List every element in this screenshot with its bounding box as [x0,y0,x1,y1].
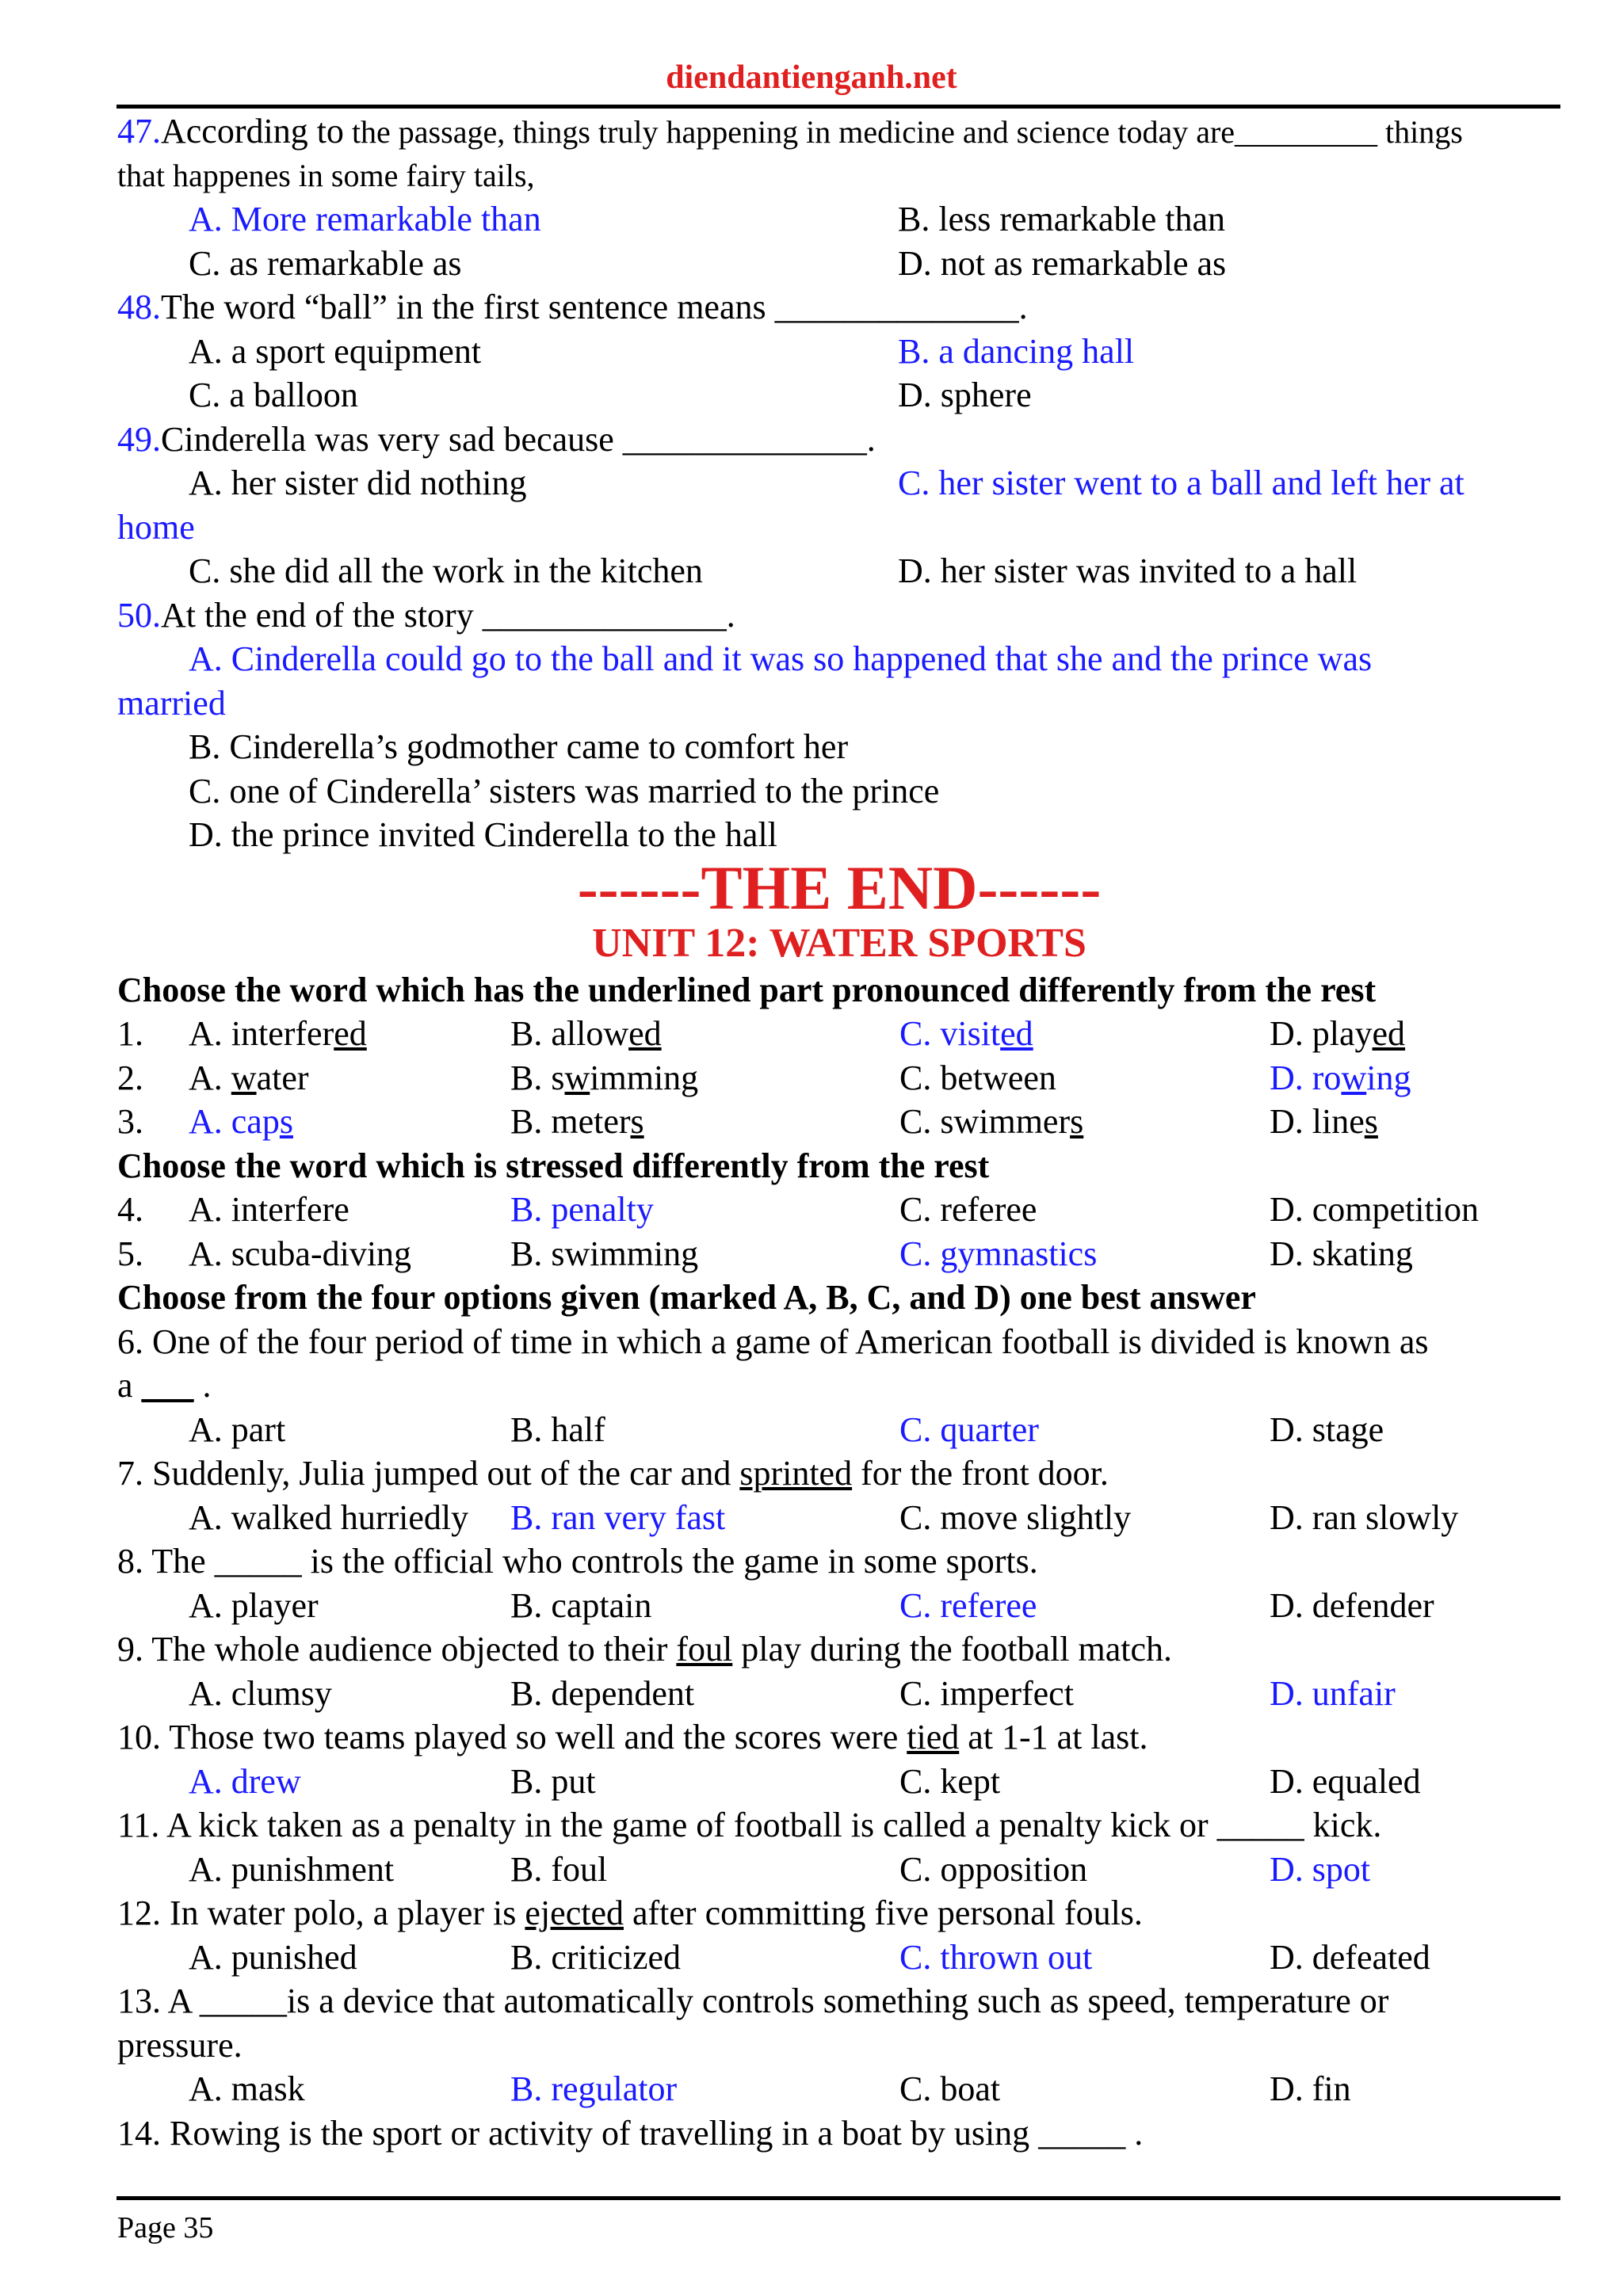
option-b: B. swimming [510,1234,699,1273]
question-lead: According to [161,112,344,151]
option-a: A. punishment [189,1849,395,1889]
option-c: C. opposition [899,1849,1088,1889]
item-number: 4. [117,1190,143,1229]
option-b: B. less remarkable than [898,200,1225,238]
option-b: B. captain [510,1585,652,1625]
footer-rule [116,2196,1560,2200]
options-row [117,242,1561,286]
options-row [117,1408,1561,1452]
option-a: A. interfere [189,1190,349,1229]
pron-row-1 [117,1012,1561,1056]
option-b: B. swimming [510,1058,699,1097]
options-row [117,813,1561,857]
option-c: C. move slightly [899,1497,1132,1537]
option-b: B. dependent [510,1673,695,1713]
site-header: diendantienganh.net [666,59,957,96]
question-8: 8. The _____ is the official who controls the game in some sports. [117,1542,1038,1581]
option-b: B. allowed [510,1014,662,1053]
option-c: C. gymnastics [899,1234,1098,1273]
option-b: B. half [510,1409,605,1449]
option-c: C. swimmers [899,1102,1084,1141]
pron-row-2 [117,1056,1561,1100]
option-a: A. walked hurriedly [189,1497,469,1537]
option-a: A. clumsy [189,1673,332,1713]
option-a: A. interfered [189,1014,367,1053]
option-d: D. equaled [1270,1761,1421,1801]
question-text: Cinderella was very sad because ______________. [161,419,876,459]
options-row [117,1496,1561,1540]
question-6: 6. One of the four period of time in which a game of American football is divided is known as [117,1322,1429,1361]
option-a: A. player [189,1585,319,1625]
option-b: B. ran very fast [510,1497,726,1537]
item-number: 3. [117,1102,143,1141]
option-d: D. unfair [1270,1673,1396,1713]
options-row [117,330,1561,374]
option-b: C. her sister went to a ball and left her at [898,463,1465,502]
option-b: B. put [510,1761,596,1801]
options-row [117,725,1561,769]
option-c: C. a balloon [189,376,358,414]
option-c: C. referee [899,1585,1037,1625]
stress-row-4 [117,1188,1561,1232]
option-b: B. foul [510,1849,608,1889]
option-a: A. part [189,1409,286,1449]
option-a: A. water [189,1058,309,1097]
item-number: 2. [117,1058,143,1097]
options-row [117,461,1561,505]
question-12: 12. In water polo, a player is ejected after committing five personal fouls. [117,1894,1143,1932]
question-13-cont: pressure. [117,2025,242,2065]
option-c: C. visited [899,1014,1033,1053]
option-d: D. defeated [1270,1937,1430,1977]
option-a: A. mask [189,2069,305,2108]
question-7: 7. Suddenly, Julia jumped out of the car and sprinted for the front door. [117,1454,1109,1493]
option-d: D. stage [1270,1409,1384,1449]
question-number: 47. [117,112,161,151]
question-48 [117,285,1561,330]
question-number: 48. [117,288,161,326]
option-d: D. the prince invited Cinderella to the hall [189,815,777,854]
options-row [117,2067,1561,2111]
question-text: the passage, things truly happening in medicine and science today are_________ things [343,114,1463,150]
options-row [117,1584,1561,1628]
options-row [117,1672,1561,1716]
question-49 [117,418,1561,462]
option-b: B. criticized [510,1937,682,1977]
option-b-cont: home [117,507,195,547]
option-c: C. referee [899,1190,1037,1229]
unit-title: UNIT 12: WATER SPORTS [592,920,1086,966]
page-content [117,109,1561,2155]
question-text: The word “ball” in the first sentence means ______________. [161,288,1028,326]
option-a: A. Cinderella could go to the ball and it was so happened that she and the prince was [189,639,1373,678]
option-a: A. her sister did nothing [189,463,527,502]
question-10: 10. Those two teams played so well and the scores were tied at 1-1 at last. [117,1718,1148,1756]
option-d: D. lines [1270,1102,1378,1141]
section-heading: Choose the word which has the underlined part pronounced differently from the rest [117,970,1377,1009]
option-d: D. ran slowly [1270,1497,1459,1537]
option-c: C. imperfect [899,1673,1074,1713]
option-a: A. caps [189,1102,293,1141]
option-d: D. defender [1270,1585,1434,1625]
option-b: B. Cinderella’s godmother came to comfort her [189,727,849,766]
the-end-title: ------THE END------ [577,852,1102,922]
question-number: 50. [117,595,161,635]
option-a: A. drew [189,1761,301,1801]
section-heading: Choose from the four options given (marked A, B, C, and D) one best answer [117,1278,1256,1317]
option-c: C. as remarkable as [189,243,462,283]
item-number: 1. [117,1014,143,1053]
option-c: C. kept [899,1761,1001,1801]
options-row [117,373,1561,418]
option-a: A. a sport equipment [189,331,482,371]
options-row [117,1760,1561,1804]
options-row [117,549,1561,593]
options-row [117,197,1561,242]
page-number: Page 35 [117,2211,214,2245]
options-row [117,769,1561,814]
pron-row-3 [117,1100,1561,1144]
header-rule [116,105,1560,109]
option-d: D. competition [1270,1190,1479,1229]
question-47 [117,109,1561,154]
option-b: B. regulator [510,2069,678,2108]
option-c: C. one of Cinderella’ sisters was married to the prince [189,771,940,810]
option-d: D. not as remarkable as [898,243,1227,283]
options-row [117,1848,1561,1892]
stress-row-5 [117,1232,1561,1276]
question-11: 11. A kick taken as a penalty in the game of football is called a penalty kick or _____ kick. [117,1806,1382,1844]
option-d: D. rowing [1270,1058,1411,1097]
question-number: 49. [117,419,161,459]
option-a: A. scuba-diving [189,1234,412,1273]
option-d: D. fin [1270,2069,1351,2108]
options-row [117,637,1561,681]
option-c: C. thrown out [899,1937,1093,1977]
option-d: D. spot [1270,1849,1371,1889]
question-47-cont: that happenes in some fairy tails, [117,157,535,193]
question-9: 9. The whole audience objected to their foul play during the football match. [117,1630,1173,1669]
option-d: D. sphere [898,376,1032,414]
option-b: B. meters [510,1102,644,1141]
question-text: At the end of the story ______________. [161,595,735,635]
question-50 [117,593,1561,638]
question-13: 13. A _____is a device that automatically controls something such as speed, temperature or [117,1981,1389,2020]
question-14: 14. Rowing is the sport or activity of travelling in a boat by using _____ . [117,2113,1144,2153]
option-a: A. More remarkable than [189,200,541,238]
option-c: C. boat [899,2069,1001,2108]
options-row [117,1936,1561,1980]
item-number: 5. [117,1234,143,1273]
option-b: B. a dancing hall [898,331,1135,371]
section-heading: Choose the word which is stressed differently from the rest [117,1146,990,1185]
option-a: A. punished [189,1937,357,1977]
option-d: D. played [1270,1014,1406,1053]
option-c: C. quarter [899,1409,1039,1449]
option-d: D. her sister was invited to a hall [898,551,1358,590]
option-c: C. between [899,1058,1056,1097]
option-a-cont: married [117,683,226,723]
option-c: C. she did all the work in the kitchen [189,551,703,590]
question-6-cont: a ___ . [117,1366,212,1405]
option-d: D. skating [1270,1234,1413,1273]
option-b: B. penalty [510,1190,654,1229]
